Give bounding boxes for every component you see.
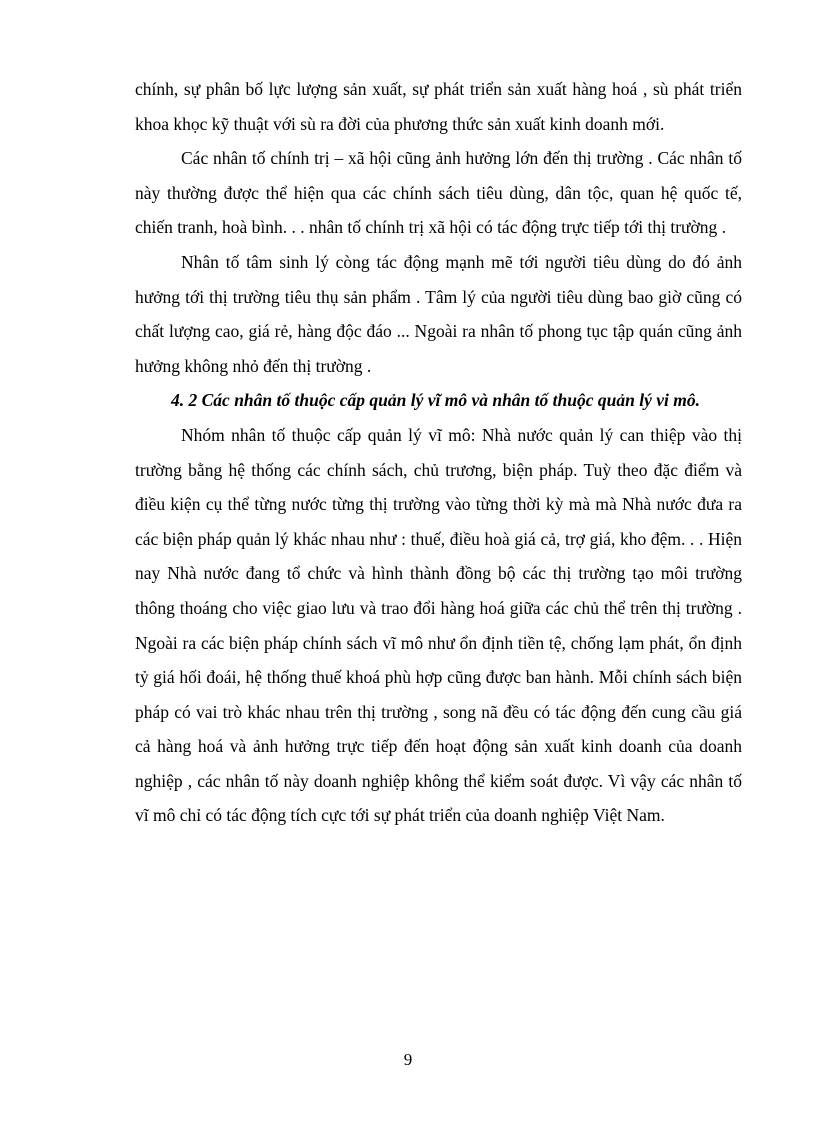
paragraph-psychology-factors: Nhân tố tâm sinh lý còng tác động mạnh mẽ tới người tiêu dùng do đó ảnh hưởng tới thị trường tiêu thụ sản phẩm . Tâm lý của người tiêu dùng bao giờ cũng có chất lượng cao, giá rẻ, hàng độc đáo ... Ngoài ra nhân tố phong tục tập quán cũng ảnh hưởng không nhỏ đến thị trường . [135,251,742,376]
paragraph-political-factors: Các nhân tố chính trị – xã hội cũng ảnh hưởng lớn đến thị trường . Các nhân tố này thường được thể hiện qua các chính sách tiêu dùng, dân tộc, quan hệ quốc tế, chiến tranh, hoà bình. . . nhân tố chính trị xã hội có tác động trực tiếp tới thị trường . [135,148,742,238]
paragraph-macro-factors: Nhóm nhân tố thuộc cấp quản lý vĩ mô: Nhà nước quản lý can thiệp vào thị trường bằng hệ thống các chính sách, chủ trương, biện pháp. Tuỳ theo đặc điểm và điều kiện cụ thể từng nước từng thị trường vào từng thời kỳ mà mà Nhà nước đưa ra các biện pháp quản lý khác nhau như : thuế, điều hoà giá cả, trợ giá, kho đệm. . . Hiện nay Nhà nước đang tổ chức và hình thành đồng bộ các thị trường tạo môi trường thông thoáng cho việc giao lưu và trao đổi hàng hoá giữa các chủ thể trên thị trường . Ngoài ra các biện pháp chính sách vĩ mô như ổn định tiền tệ, chống lạm phát, ổn định tỷ giá hối đoái, hệ thống thuế khoá phù hợp cũng được ban hành. Mỗi chính sách biện pháp có vai trò khác nhau trên thị trường , song nã đều có tác động đến cung cầu giá cả hàng hoá và ảnh hưởng trực tiếp đến hoạt động sản xuất kinh doanh của doanh nghiệp , các nhân tố này doanh nghiệp không thể kiểm soát được. Vì vậy các nhân tố vĩ mô chỉ có tác động tích cực tới sự phát triển của doanh nghiệp Việt Nam. [135,424,742,826]
section-heading: 4. 2 Các nhân tố thuộc cấp quản lý vĩ mô và nhân tố thuộc quản lý vi mô. [171,390,700,411]
page-number: 9 [403,1050,413,1069]
paragraph-continuation: chính, sự phân bố lực lượng sản xuất, sự phát triển sản xuất hàng hoá , sù phát triển khoa khọc kỹ thuật với sù ra đời của phương thức sản xuất kinh doanh mới. [135,79,742,134]
body-text [135,72,742,833]
